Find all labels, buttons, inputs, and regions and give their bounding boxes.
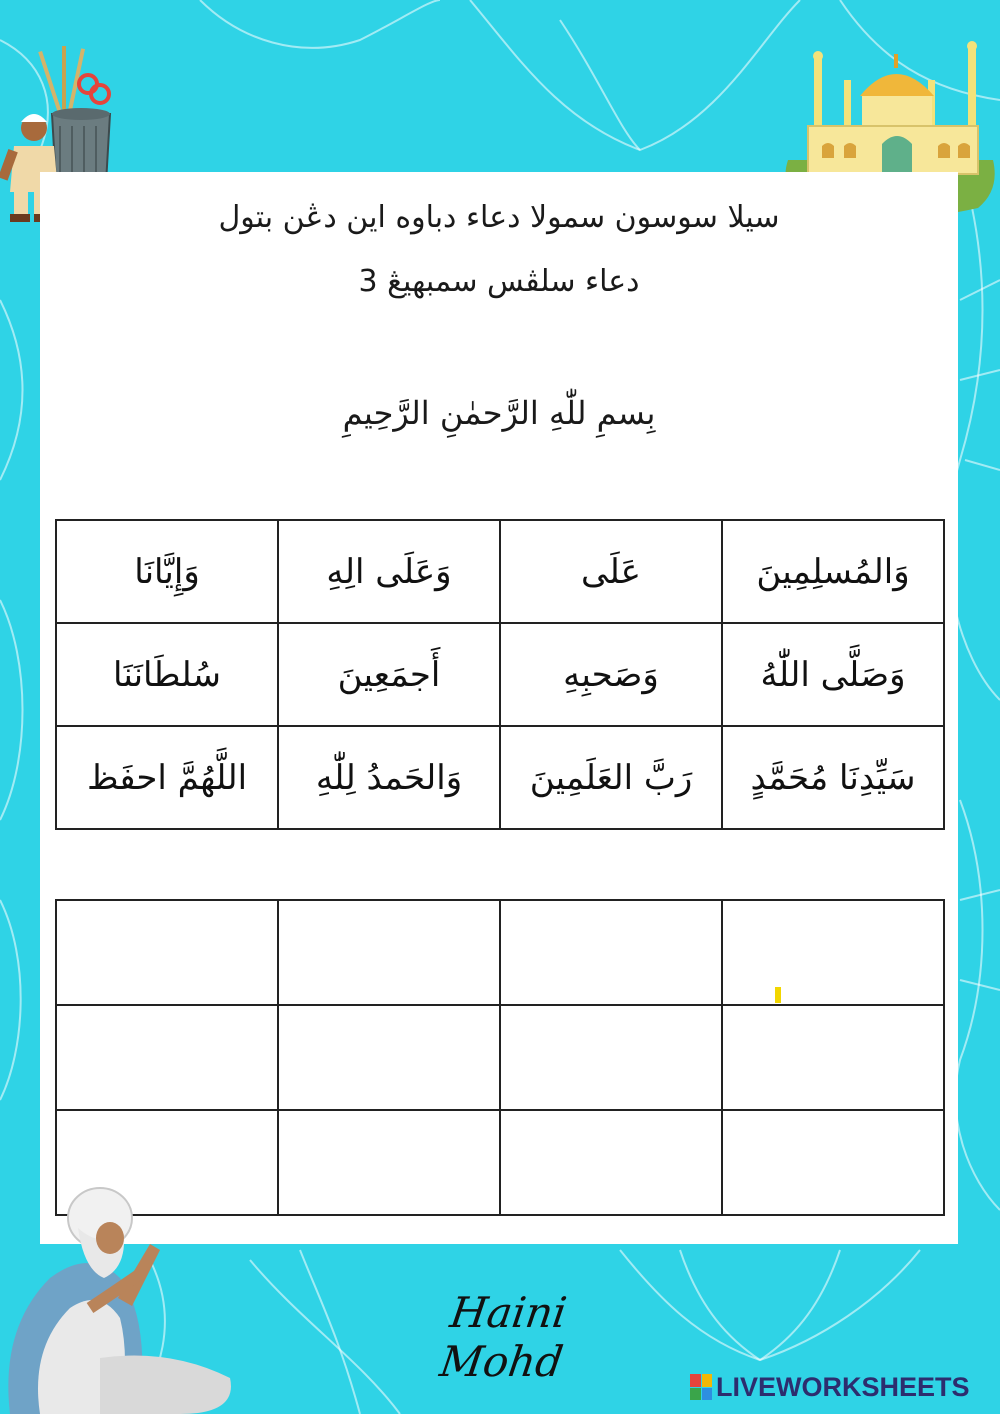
liveworksheets-logo-icon [690,1374,712,1400]
word-cell[interactable]: اللَّهُمَّ احفَظ [56,726,278,829]
word-cell[interactable]: رَبَّ العَلَمِينَ [500,726,722,829]
answer-drop-cell[interactable] [278,900,500,1005]
word-cell[interactable]: سُلطَانَنَا [56,623,278,726]
answer-drop-cell[interactable] [500,900,722,1005]
answer-table [55,899,945,1216]
word-cell[interactable]: وَالحَمدُ لِلّٰهِ [278,726,500,829]
answer-drop-cell[interactable] [500,1110,722,1215]
author-signature: Haini Mohd [436,1288,570,1386]
word-cell[interactable]: عَلَى [500,520,722,623]
word-bank-table [55,519,945,830]
answer-row [56,1005,944,1110]
word-cell[interactable]: وَإِيَّانَا [56,520,278,623]
answer-drop-cell[interactable] [722,1110,944,1215]
answer-drop-cell[interactable] [278,1110,500,1215]
answer-drop-cell[interactable] [56,900,278,1005]
answer-drop-cell[interactable] [56,1005,278,1110]
word-row [56,520,944,623]
worksheet-card [40,172,958,1244]
answer-row [56,900,944,1005]
liveworksheets-brand[interactable] [690,1372,970,1402]
instruction-line-1: سيلا سوسون سمولا دعاء دباوه اين دڠن بتول [218,200,780,235]
answer-drop-cell[interactable] [278,1005,500,1110]
word-cell[interactable]: وَالمُسلِمِينَ [722,520,944,623]
instruction-line-2: دعاء سلڤس سمبهيڠ 3 [358,264,640,299]
word-row [56,726,944,829]
word-cell[interactable]: وَصَحبِهِ [500,623,722,726]
basmala: بِسمِ للّٰهِ الرَّحمٰنِ الرَّحِيمِ [342,394,656,432]
word-cell[interactable]: وَعَلَى الِهِ [278,520,500,623]
answer-drop-cell[interactable] [722,1005,944,1110]
answer-drop-cell[interactable] [722,900,944,1005]
praying-man-icon [0,1178,240,1414]
brand-name: LIVEWORKSHEETS [716,1371,970,1402]
text-cursor [775,987,781,1003]
word-row [56,623,944,726]
answer-drop-cell[interactable] [500,1005,722,1110]
word-cell[interactable]: أَجمَعِينَ [278,623,500,726]
word-cell[interactable]: وَصَلَّى اللّٰهُ [722,623,944,726]
word-cell[interactable]: سَيِّدِنَا مُحَمَّدٍ [722,726,944,829]
